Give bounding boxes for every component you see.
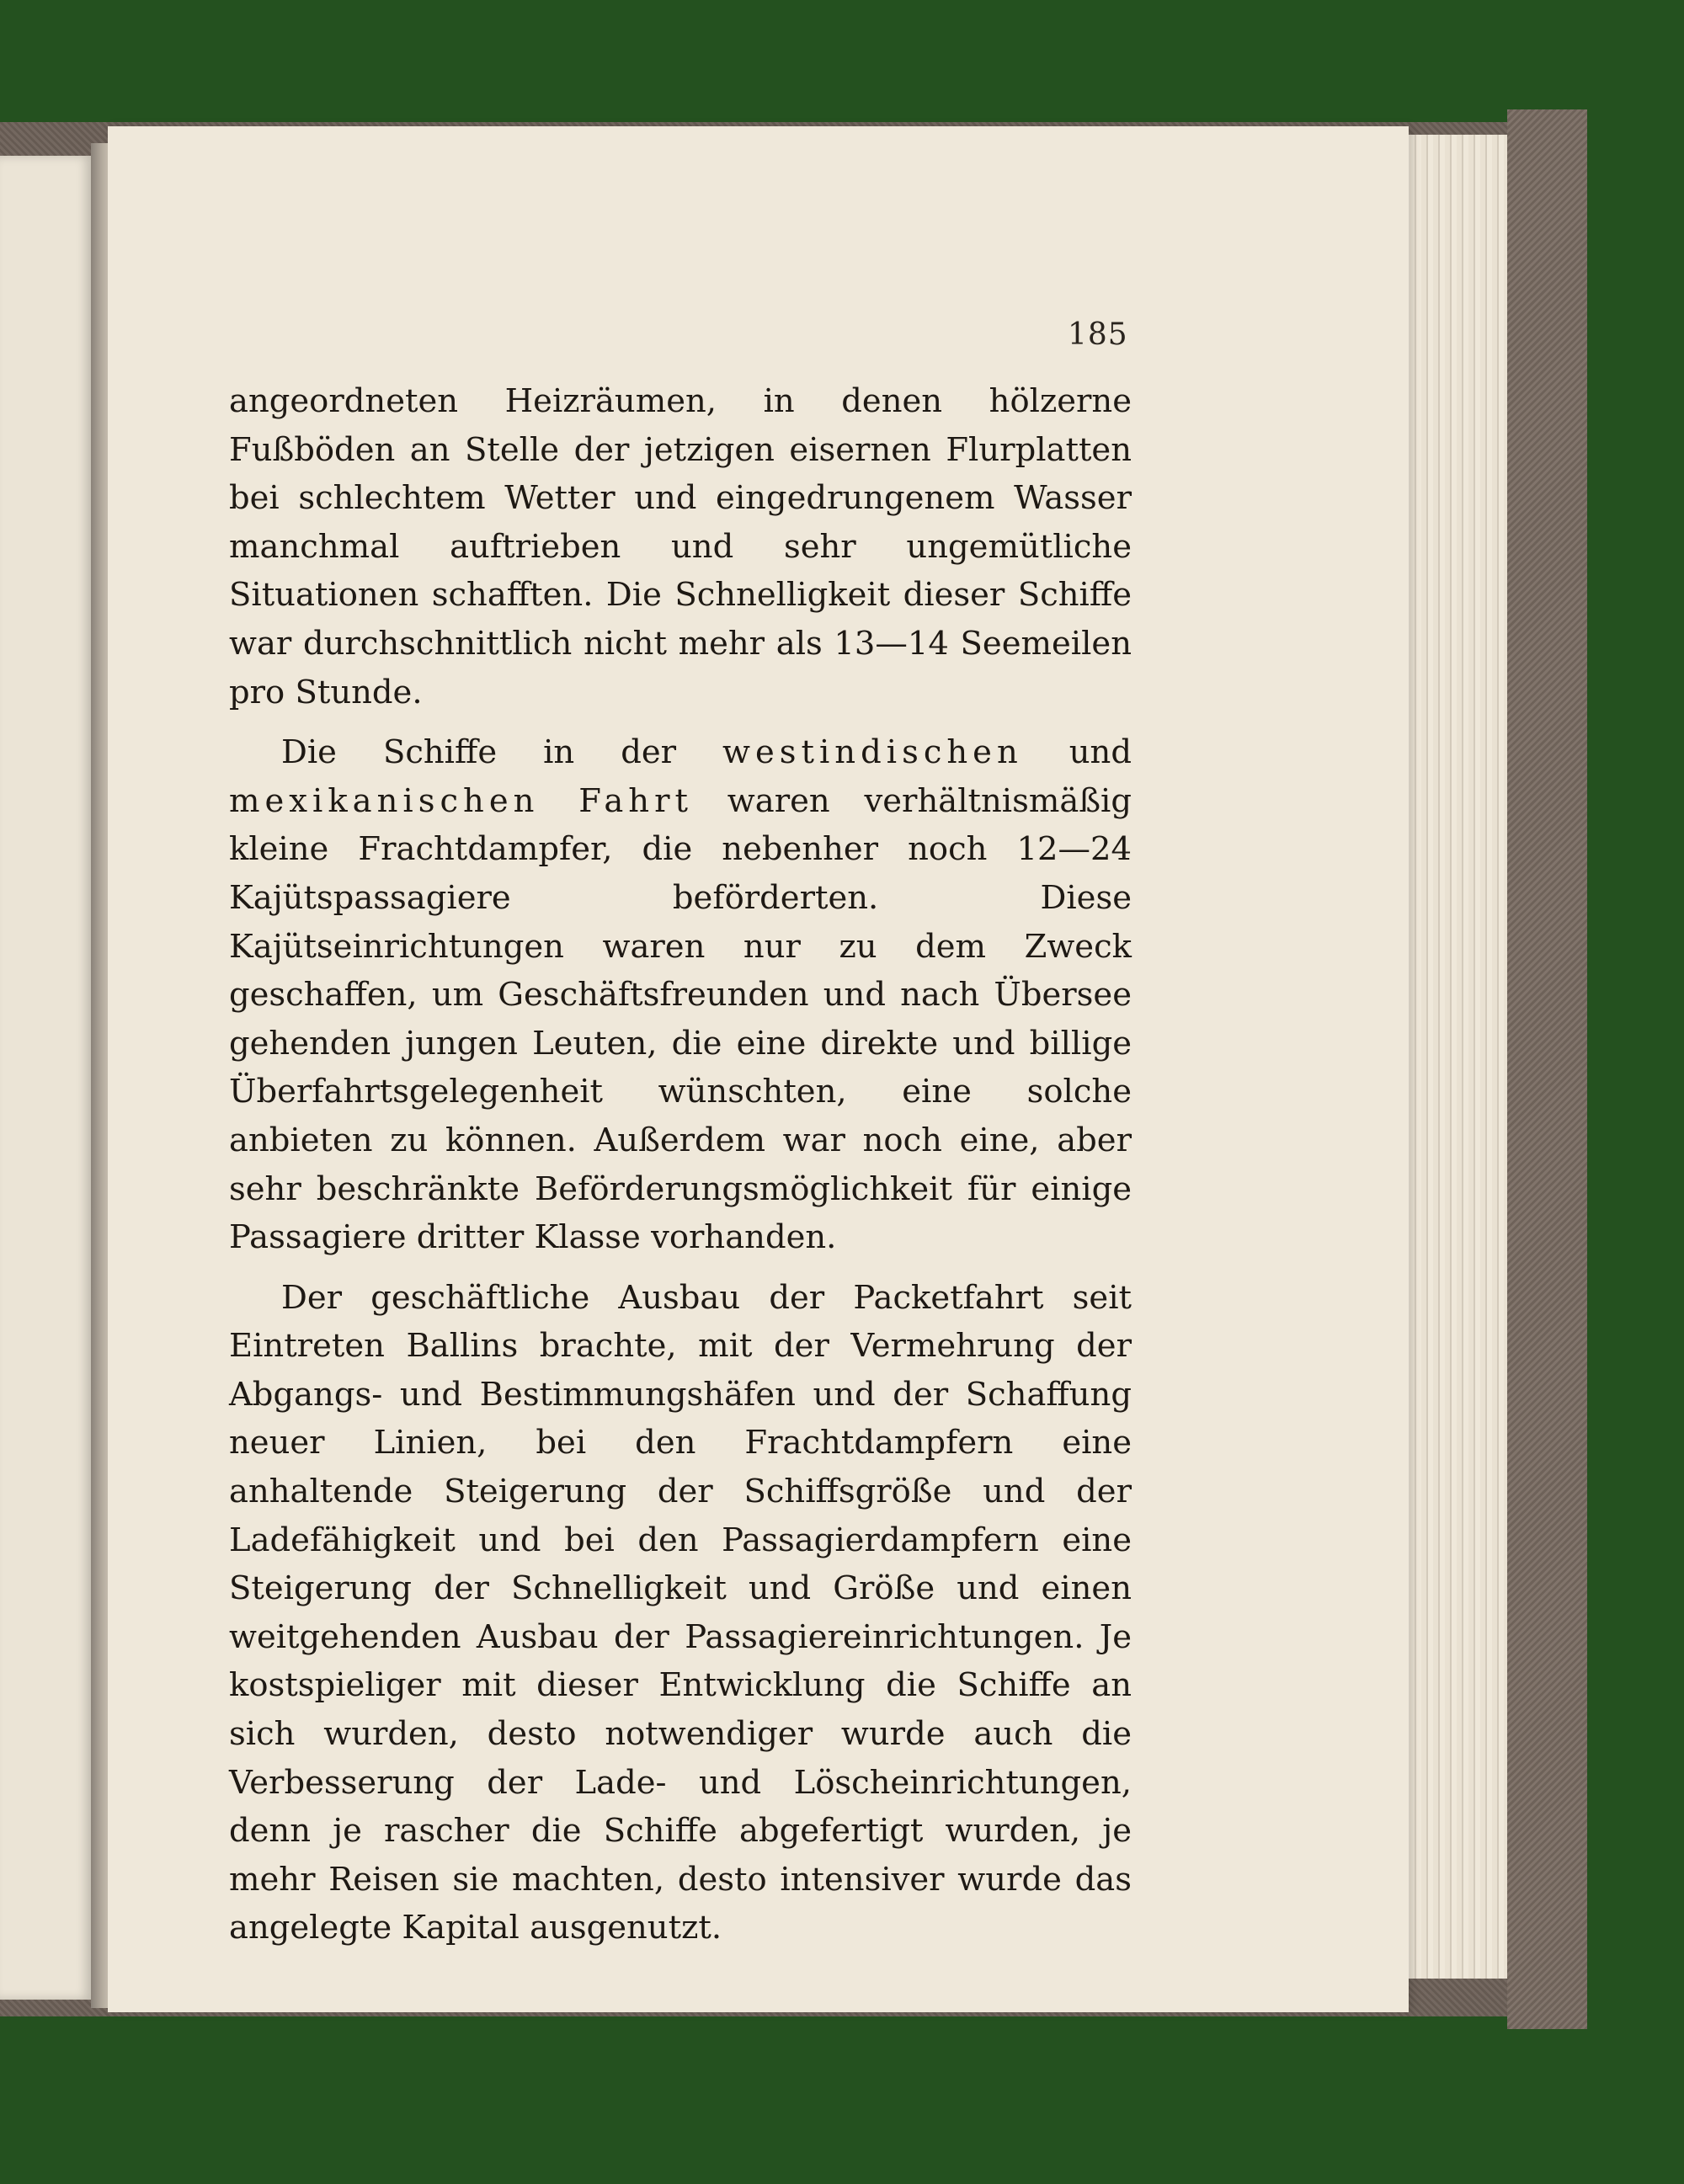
body-text <box>229 377 1132 1952</box>
left-page <box>0 156 93 2000</box>
paragraph-2-lead: Die Schiffe in der <box>281 733 723 772</box>
book-cover-edge <box>1507 109 1587 2029</box>
page-edges <box>1398 135 1507 1979</box>
page-number: 185 <box>1068 317 1128 352</box>
book-gutter <box>91 143 109 2008</box>
paragraph-1: angeordneten Heizräumen, in denen hölzerne Fußböden an Stelle der jetzigen eisernen Flurplatten bei schlechtem Wetter und eingedrungenem Wasser manchmal auftrieben und sehr ungemütliche Situationen schafften. Die Schnelligkeit dieser Schiffe war durchschnittlich nicht mehr als 13—14 Seemeilen pro Stunde. <box>229 382 1132 711</box>
emphasis-westindischen: westindischen <box>722 733 1023 772</box>
paragraph-2 <box>229 728 1132 1262</box>
paragraph-3: Der geschäftliche Ausbau der Packetfahrt seit Eintreten Ballins brachte, mit der Vermehrung der Abgangs- und Bestimmungshäfen und der Schaffung neuer Linien, bei den Frachtdampfern eine anhaltende Steigerung der Schiffsgröße und der Ladefähigkeit und bei den Passagierdampfern eine Steigerung der Schnelligkeit und Größe und einen weitgehenden Ausbau der Passagiereinrichtungen. Je kostspieliger mit dieser Entwicklung die Schiffe an sich wurden, desto notwendiger wurde auch die Verbesserung der Lade- und Löscheinrichtungen, denn je rascher die Schiffe abgefertigt wurden, je mehr Reisen sie machten, desto intensiver wurde das angelegte Kapital ausgenutzt. <box>229 1278 1132 1947</box>
emphasis-mexikanischen-fahrt: mexikanischen Fahrt <box>229 781 693 820</box>
paragraph-2-rest: waren verhältnismäßig kleine Frachtdampfer, die nebenher noch 12—24 Kajütspassagiere beförderten. Diese Kajütseinrichtungen waren nur zu dem Zweck geschaffen, um Geschäftsfreunden und nach Übersee gehenden jungen Leuten, die eine direkte und billige Überfahrtsgelegenheit wünschten, eine solche anbieten zu können. Außerdem war noch eine, aber sehr beschränkte Beförderungsmöglichkeit für einige Passagiere dritter Klasse vorhanden. <box>229 781 1132 1257</box>
paragraph-2-mid: und <box>1022 733 1132 772</box>
